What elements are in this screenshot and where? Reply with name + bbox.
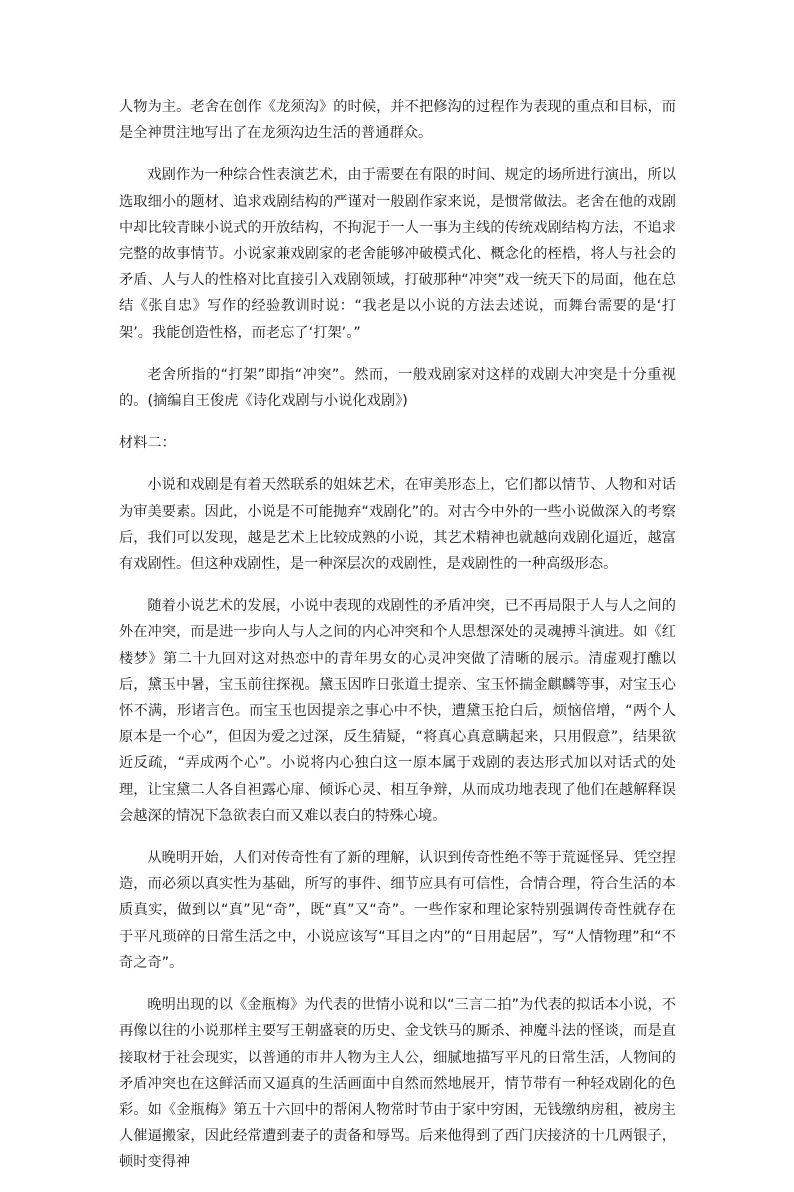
paragraph-drama-structure: 戏剧作为一种综合性表演艺术，由于需要在有限的时间、规定的场所进行演出，所以选取细小的题材、追求戏剧结构的严谨对一般剧作家来说，是惯常做法。老舍在他的戏剧中却比较青睐小说式的开放结构，不拘泥于一人一事为主线的传统戏剧结构方法，不追求完整的故事情节。小说家兼戏剧家的老舍能够冲破模式化、概念化的桎梏，将人与社会的矛盾、人与人的性格对比直接引入戏剧领域，打破那种“冲突”戏一统天下的局面，他在总结《张自忠》写作的经验教训时说：“我老是以小说的方法去述说，而舞台需要的是‘打架’。我能创造性格，而老忘了‘打架’。” — [119, 167, 676, 341]
paragraph-novel-drama-sisters: 小说和戏剧是有着天然联系的姐妹艺术，在审美形态上，它们都以情节、人物和对话为审美要素。因此，小说是不可能抛弃“戏剧化”的。对古今中外的一些小说做深入的考察后，我们可以发现，越是艺术上比较成熟的小说，其艺术精神也就越向戏剧化逼近，越富有戏剧性。但这种戏剧性，是一种深层次的戏剧性，是戏剧性的一种高级形态。 — [119, 477, 676, 573]
paragraph-jinpingmei: 晚明出现的以《金瓶梅》为代表的世情小说和以“三言二拍”为代表的拟话本小说，不再像以往的小说那样主要写王朝盛衰的历史、金戈铁马的厮杀、神魔斗法的怪谈，而是直接取材于社会现实，以普通的市井人物为主人公，细腻地描写平凡的日常生活，人物间的矛盾冲突也在这鲜活而又逼真的生活画面中自然而然地展开，情节带有一种轻戏剧化的色彩。如《金瓶梅》第五十六回中的帮闲人物常时节由于家中穷困，无钱缴纳房租，被房主人催逼搬家，因此经常遭到妻子的责备和辱骂。后来他得到了西门庆接济的十几两银子，顿时变得神 — [119, 997, 676, 1171]
paragraph-inner-conflict: 随着小说艺术的发展，小说中表现的戏剧性的矛盾冲突，已不再局限于人与人之间的外在冲突，而是进一步向人与人之间的内心冲突和个人思想深处的灵魂搏斗演进。如《红楼梦》第二十九回对这对热恋中的青年男女的心灵冲突做了清晰的展示。清虚观打醮以后，黛玉中暑，宝玉前往探视。黛玉因昨日张道士提亲、宝玉怀揣金麒麟等事，对宝玉心怀不满，形诸言色。而宝玉也因提亲之事心中不快，遭黛玉抢白后，烦恼倍增，“两个人原本是一个心”，但因为爱之过深，反生猜疑，“将真心真意瞒起来，只用假意”，结果欲近反疏，“弄成两个心”。小说将内心独白这一原本属于戏剧的表达形式加以对话式的处理，让宝黛二人各自袒露心扉、倾诉心灵、相互争辩，从而成功地表现了他们在越解释误会越深的情况下急欲表白而又难以表白的特殊心境。 — [119, 598, 676, 824]
section-label-material-two: 材料二： — [119, 435, 176, 452]
paragraph-conflict-note: 老舍所指的“打架”即指“冲突”。然而，一般戏剧家对这样的戏剧大冲突是十分重视的。(摘编自王俊虎《诗化戏剧与小说化戏剧》) — [119, 366, 676, 410]
paragraph-late-ming-legend: 从晚明开始，人们对传奇性有了新的理解，认识到传奇性绝不等于荒诞怪异、凭空捏造，而必须以真实性为基础，所写的事件、细节应具有可信性，合情合理，符合生活的本质真实，做到以“真”见“奇”，既“真”又“奇”。一些作家和理论家特别强调传奇性就存在于平凡琐碎的日常生活之中，小说应该写“耳目之内”的“日用起居”，写“人情物理”和“不奇之奇”。 — [119, 850, 676, 971]
document-page — [119, 94, 676, 1192]
paragraph-intro-continuation: 人物为主。老舍在创作《龙须沟》的时候，并不把修沟的过程作为表现的重点和目标，而是全神贯注地写出了在龙须沟边生活的普通群众。 — [119, 99, 676, 142]
